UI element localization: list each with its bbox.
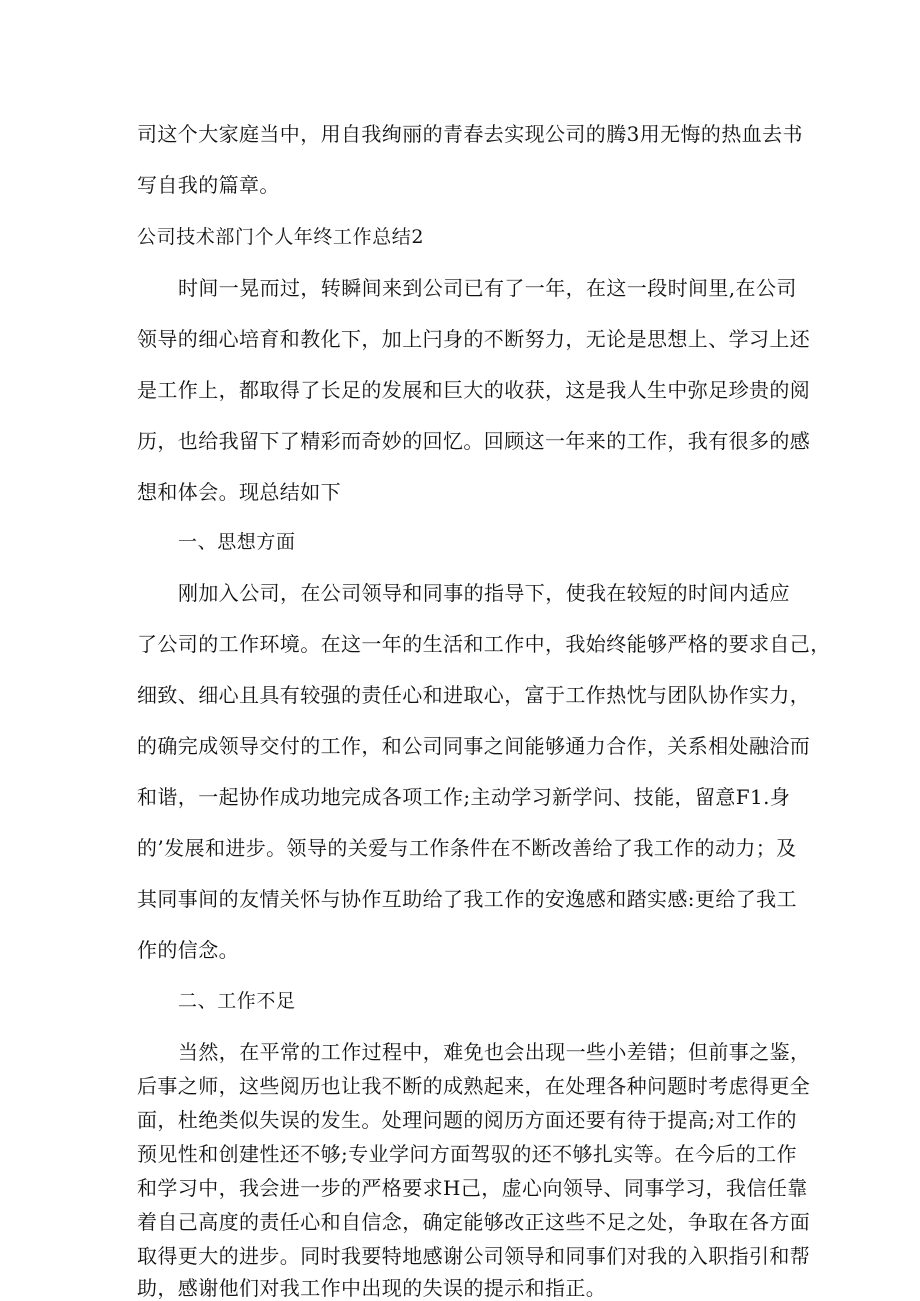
text-line: 当然，在平常的工作过程中，难免也会出现一些小差错；但前事之鉴， — [178, 1040, 811, 1064]
text-line: 作的信念。 — [137, 938, 239, 962]
text-line: 预见性和创建性还不够;专业学问方面驾驭的还不够扎实等。在今后的工作 — [137, 1142, 797, 1166]
text-line: 取得更大的进步。同时我要特地感谢公司领导和同事们对我的入职指引和帮 — [137, 1244, 811, 1268]
text-line: 历，也给我留下了精彩而奇妙的回忆。回顾这一年来的工作，我有很多的感 — [137, 429, 811, 453]
text-line: 的’发展和进步。领导的关爱与工作条件在不断改善给了我工作的动力；及 — [137, 836, 797, 860]
text-line: 后事之师，这些阅历也让我不断的成熟起来，在处理各种问题时考虑得更全 — [137, 1074, 811, 1098]
text-line: 面，杜绝类似失误的发生。处理问题的阅历方面还要有待于提高;对工作的 — [137, 1108, 797, 1132]
document-title: 公司技术部门个人年终工作总结2 — [137, 226, 425, 248]
text-line: 时间一晃而过，转瞬间来到公司已有了一年，在这一段时间里,在公司 — [178, 276, 797, 300]
text-line: 了公司的工作环境。在这一年的生活和工作中，我始终能够严格的要求自己， — [137, 632, 831, 656]
text-line: 是工作上，都取得了长足的发展和巨大的收获，这是我人生中弥足珍贵的阅 — [137, 378, 811, 402]
section-heading: 二、工作不足 — [178, 990, 296, 1012]
text-line: 着自己高度的责任心和自信念，确定能够改正这些不足之处，争取在各方面 — [137, 1210, 811, 1234]
text-line: 其同事间的友情关怀与协作互助给了我工作的安逸感和踏实感:更给了我工 — [137, 887, 797, 911]
text-line: 想和体会。现总结如下 — [137, 480, 341, 504]
text-line: 的确完成领导交付的工作，和公司同事之间能够通力合作，关系相处融洽而 — [137, 734, 811, 758]
text-line: 领导的细心培育和教化下，加上闩身的不断努力，无论是思想上、学习上还 — [137, 327, 811, 351]
text-line: 司这个大家庭当中，用自我绚丽的青春去实现公司的腾3用无悔的热血去书 — [137, 122, 803, 146]
text-line: 和学习中，我会进一步的严格要求H己，虚心向领导、同事学习，我信任靠 — [137, 1176, 808, 1200]
section-heading: 一、思想方面 — [178, 531, 296, 553]
text-line: 刚加入公司，在公司领导和同事的指导下，使我在较短的时间内适应 — [178, 581, 790, 605]
text-line: 写自我的篇章。 — [137, 173, 280, 197]
text-line: 助，感谢他们对我工作中出现的失误的提示和指正。 — [137, 1276, 607, 1300]
text-line: 细致、细心且具有较强的责任心和进取心，富于工作热忱与团队协作实力， — [137, 683, 811, 707]
text-line: 和谐，一起协作成功地完成各项工作;主动学习新学问、技能，留意F1.身 — [137, 785, 791, 809]
